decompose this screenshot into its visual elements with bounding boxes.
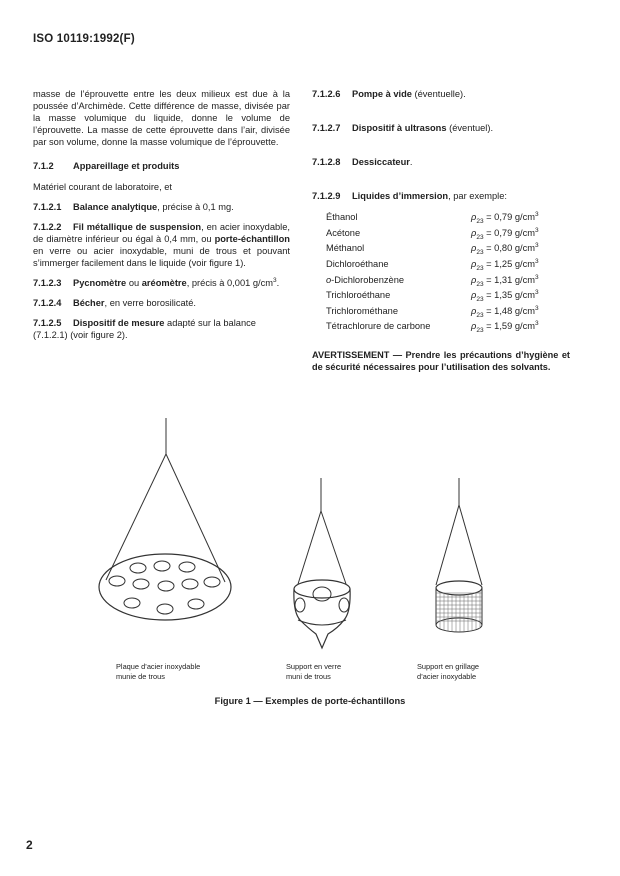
liquid-name-text: Acétone (326, 227, 361, 238)
unit-superscript: 3 (534, 320, 539, 328)
perforated-steel-plate-holder (99, 418, 231, 620)
figure-caption-glass (286, 662, 341, 682)
rho-subscript: 23 (476, 280, 484, 288)
caption-line: munie de trous (116, 672, 165, 681)
density-value: = 0,80 g/cm (483, 243, 535, 254)
section-text: , précise à 0,1 mg. (157, 201, 234, 212)
page-number: 2 (26, 838, 33, 852)
density-value: = 1,31 g/cm (483, 274, 535, 285)
section-text-2: , précis à 0,001 g/cm (186, 278, 274, 289)
unit-superscript: 3 (273, 277, 277, 285)
rho-symbol: ρ (471, 212, 477, 223)
density-value: = 0,79 g/cm (483, 227, 535, 238)
liquid-name-text: Trichloroéthane (326, 290, 391, 301)
rho-subscript: 23 (476, 233, 484, 241)
caption-line: muni de trous (286, 672, 331, 681)
wire-mesh-grid (436, 590, 482, 632)
section-number: 7.1.2 (33, 161, 54, 172)
section-number: 7.1.2.9 (312, 191, 341, 202)
section-title: Appareillage et produits (73, 161, 180, 172)
rho-symbol: ρ (471, 243, 477, 254)
section-text: , par exemple: (448, 191, 508, 202)
section-title: Fil métallique de suspension (73, 221, 202, 232)
caption-line: Support en verre (286, 662, 342, 671)
section-title-2: aréomètre (141, 278, 187, 289)
section-number: 7.1.2.8 (312, 157, 341, 168)
section-text: adapté sur la balance (7.1.2.1) (voir figure 2). (33, 318, 256, 341)
intro-paragraph: masse de l’éprouvette entre les deux milieux est due à la poussée d’Archimède. Cette différence de masse, divisée par la masse volumique du liquide, donne le volume de l’éprouvette. La masse de cette éprouvette dans l’air, divisée par son volume, donne la masse volumique de l’éprouvette. (33, 89, 290, 148)
section-title: Dispositif de mesure (73, 318, 165, 329)
unit-superscript: 3 (534, 226, 539, 234)
section-text: , en verre borosilicaté. (104, 298, 196, 309)
section-text: , en acier inoxydable, de diamètre inférieur ou égal à 0,4 mm, ou (33, 221, 290, 244)
density-value: = 1,25 g/cm (483, 258, 535, 269)
unit-superscript: 3 (534, 304, 539, 312)
unit-superscript: 3 (534, 242, 539, 250)
density-value: = 0,79 g/cm (483, 212, 535, 223)
unit-superscript: 3 (534, 289, 539, 296)
liquid-name-text: Trichlorométhane (326, 305, 398, 316)
document-header: ISO 10119:1992(F) (33, 33, 135, 45)
density-value: = 1,48 g/cm (483, 305, 535, 316)
rho-symbol: ρ (471, 305, 477, 316)
section-text: ou (126, 278, 142, 289)
section-text: (éventuel). (446, 123, 494, 134)
figure-caption-plate (116, 662, 200, 682)
unit-superscript: 3 (534, 273, 539, 281)
section-number: 7.1.2.2 (33, 221, 62, 232)
caption-line: Plaque d’acier inoxydable (116, 662, 201, 671)
rho-symbol: ρ (471, 290, 477, 301)
section-text: . (409, 157, 413, 168)
section-number: 7.1.2.1 (33, 201, 62, 212)
section-title: Liquides d’immersion (352, 191, 449, 202)
liquid-name-text: Tétrachlorure de carbone (326, 321, 431, 332)
liquid-name-prefix: o (326, 274, 332, 285)
rho-symbol: ρ (471, 227, 477, 238)
section-title-2: porte-échantillon (214, 233, 290, 244)
figure-title: Figure 1 — Exemples de porte-échantillons (214, 696, 406, 706)
liquid-name-text: -Dichlorobenzène (331, 274, 405, 285)
rho-subscript: 23 (476, 264, 484, 272)
rho-symbol: ρ (471, 274, 477, 285)
section-title: Dessiccateur (352, 157, 410, 168)
rho-subscript: 23 (476, 327, 484, 335)
rho-symbol: ρ (471, 321, 477, 332)
unit-superscript: 3 (534, 211, 539, 219)
liquid-name-text: Éthanol (326, 212, 358, 223)
section-title: Dispositif à ultrasons (352, 123, 447, 134)
liquid-name-text: Dichloroéthane (326, 258, 389, 269)
rho-subscript: 23 (476, 295, 484, 303)
section-text: (éventuelle). (411, 89, 466, 99)
section-number: 7.1.2.7 (312, 123, 341, 134)
section-title: Pycnomètre (73, 278, 127, 289)
rho-subscript: 23 (476, 249, 484, 257)
section-number: 7.1.2.6 (312, 89, 341, 99)
liquid-name-text: Méthanol (326, 243, 365, 254)
rho-symbol: ρ (471, 258, 477, 269)
section-number: 7.1.2.3 (33, 278, 62, 289)
section-end: . (276, 278, 280, 289)
density-value: = 1,35 g/cm (483, 290, 535, 301)
rho-subscript: 23 (476, 311, 484, 319)
section-title: Balance analytique (73, 201, 158, 212)
section-title: Bécher (73, 298, 105, 309)
section-title: Pompe à vide (352, 89, 412, 99)
caption-line: d’acier inoxydable (417, 672, 477, 681)
section-7-1-2-text: Matériel courant de laboratoire, et (33, 181, 173, 192)
unit-superscript: 3 (534, 257, 539, 265)
glass-support-holder (294, 478, 350, 648)
caption-line: Support en grillage (417, 662, 480, 671)
solvent-warning: AVERTISSEMENT — Prendre les précautions d’hygiène et de sécurité nécessaires pour l’utilisation des solvants. (312, 350, 570, 373)
section-number: 7.1.2.5 (33, 318, 62, 329)
section-number: 7.1.2.4 (33, 298, 62, 309)
figure-caption-mesh (417, 662, 479, 682)
section-text-2: en verre ou acier inoxydable, muni de trous et pouvant s’immerger facilement dans le liquide (voir figure 1). (33, 245, 290, 269)
density-value: = 1,59 g/cm (483, 321, 535, 332)
rho-subscript: 23 (476, 217, 484, 225)
